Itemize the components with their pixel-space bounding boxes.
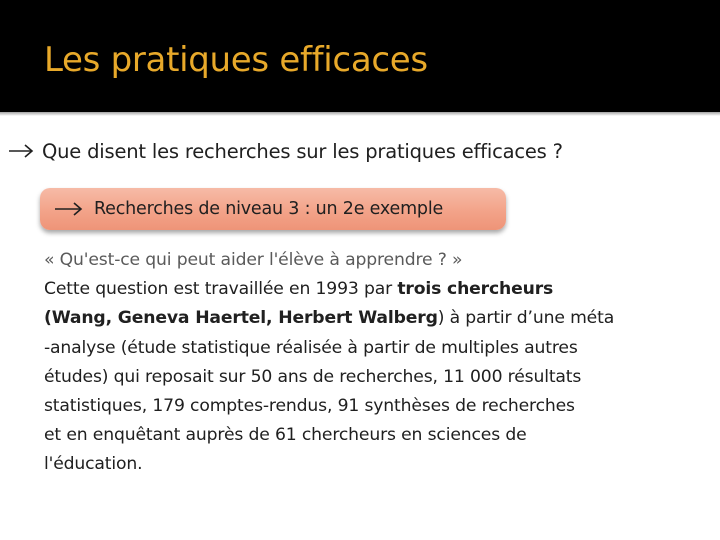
body-paragraph	[44, 246, 694, 480]
main-bullet-text: Que disent les recherches sur les pratiques efficaces ?	[42, 139, 563, 163]
body-line	[44, 275, 694, 304]
right-arrow-icon	[6, 140, 36, 162]
right-arrow-icon	[52, 198, 86, 220]
body-text-segment: Cette question est travaillée en 1993 par	[44, 279, 398, 300]
body-line: -analyse (étude statistique réalisée à partir de multiples autres	[44, 337, 578, 358]
body-line: statistiques, 179 comptes-rendus, 91 synthèses de recherches	[44, 396, 575, 417]
slide-title: Les pratiques efficaces	[44, 40, 428, 80]
body-line: études) qui reposait sur 50 ans de recherches, 11 000 résultats	[44, 366, 582, 387]
sub-bullet-text: Recherches de niveau 3 : un 2e exemple	[94, 199, 444, 219]
research-question: « Qu'est-ce qui peut aider l'élève à apprendre ? »	[44, 250, 463, 270]
main-bullet	[6, 136, 563, 166]
body-text-bold: (Wang, Geneva Haertel, Herbert Walberg	[44, 308, 438, 329]
body-line: l'éducation.	[44, 454, 143, 475]
sub-bullet-box	[40, 188, 506, 230]
body-text-segment: ) à partir d’une méta	[437, 308, 615, 329]
title-band	[0, 0, 720, 112]
body-line: et en enquêtant auprès de 61 chercheurs en sciences de	[44, 425, 527, 446]
body-text-bold: trois chercheurs	[397, 279, 554, 300]
body-line	[44, 304, 694, 333]
